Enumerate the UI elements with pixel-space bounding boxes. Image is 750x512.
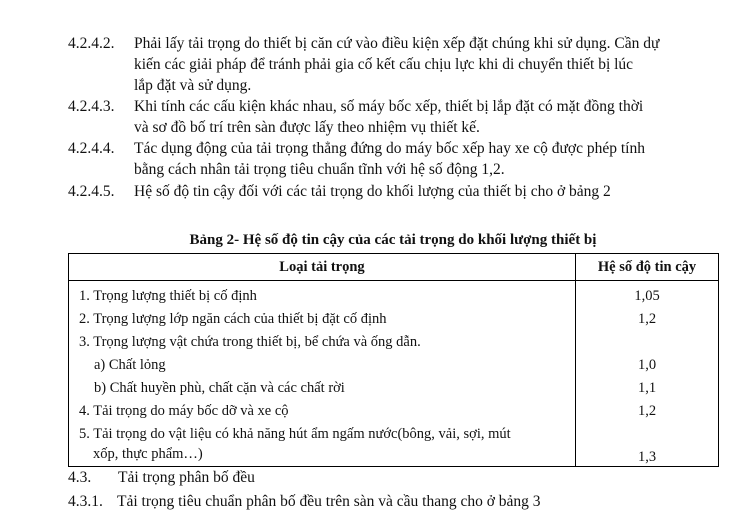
row-label: 1. Trọng lượng thiết bị cố định	[69, 281, 576, 309]
table-row	[69, 423, 719, 467]
section-number: 4.3.	[68, 469, 92, 486]
row-label: b) Chất huyền phù, chất cặn và các chất rời	[69, 377, 576, 400]
row-value	[576, 331, 719, 354]
paragraph-4-2-4-4	[68, 138, 718, 180]
row-label	[69, 423, 576, 467]
table-row	[69, 308, 719, 331]
table-row	[69, 281, 719, 309]
section-title: Tải trọng phân bố đều	[118, 469, 255, 486]
row-label: 2. Trọng lượng lớp ngăn cách của thiết bị đặt cố định	[69, 308, 576, 331]
paragraph-number: 4.2.4.2.	[68, 35, 115, 52]
paragraph-line: bằng cách nhân tải trọng tiêu chuẩn tĩnh với hệ số động 1,2.	[134, 161, 505, 178]
section-heading-4-3	[68, 467, 255, 488]
column-header-load-type: Loại tải trọng	[69, 254, 576, 281]
paragraph-number: 4.2.4.3.	[68, 98, 115, 115]
paragraph-number: 4.2.4.5.	[68, 183, 115, 200]
reliability-coefficient-table	[68, 253, 719, 467]
paragraph-number: 4.2.4.4.	[68, 140, 115, 157]
paragraph-line: lắp đặt và sử dụng.	[134, 77, 252, 94]
paragraph-line: Khi tính các cấu kiện khác nhau, số máy bốc xếp, thiết bị lắp đặt có mặt đồng thời	[134, 98, 644, 115]
paragraph-line: Phải lấy tải trọng do thiết bị căn cứ vào điều kiện xếp đặt chúng khi sử dụng. Cần dự	[134, 35, 660, 52]
paragraph-4-2-4-2	[68, 33, 718, 96]
row-label: a) Chất lỏng	[69, 354, 576, 377]
section-title: Tải trọng tiêu chuẩn phân bố đều trên sàn và cầu thang cho ở bảng 3	[117, 493, 541, 510]
row-value: 1,1	[576, 377, 719, 400]
paragraph-4-2-4-3	[68, 96, 718, 138]
row-label-line: 5. Tải trọng do vật liệu có khả năng hút ẩm ngấm nước(bông, vải, sợi, mút	[79, 426, 511, 442]
paragraph-line: kiến các giải pháp để tránh phải gia cố kết cấu chịu lực khi di chuyển thiết bị lúc	[134, 56, 634, 73]
paragraph-line: Tác dụng động của tải trọng thẳng đứng do máy bốc xếp hay xe cộ được phép tính	[134, 140, 645, 157]
table-row	[69, 331, 719, 354]
table-row	[69, 400, 719, 423]
table-header-row	[69, 254, 719, 281]
row-value: 1,2	[576, 308, 719, 331]
row-value: 1,05	[576, 281, 719, 309]
row-value: 1,2	[576, 400, 719, 423]
column-header-coefficient: Hệ số độ tin cậy	[576, 254, 719, 281]
paragraph-line: và sơ đồ bố trí trên sàn được lấy theo nhiệm vụ thiết kế.	[134, 119, 480, 136]
row-value: 1,3	[576, 423, 719, 467]
paragraph-4-2-4-5	[68, 181, 718, 202]
section-number: 4.3.1.	[68, 493, 103, 510]
table-caption: Bảng 2- Hệ số độ tin cậy của các tải trọng do khối lượng thiết bị	[189, 232, 597, 248]
table-row	[69, 377, 719, 400]
paragraph-line: Hệ số độ tin cậy đối với các tải trọng do khối lượng của thiết bị cho ở bảng 2	[134, 183, 611, 200]
row-label: 3. Trọng lượng vật chứa trong thiết bị, bể chứa và ống dẫn.	[69, 331, 576, 354]
row-label: 4. Tải trọng do máy bốc dỡ và xe cộ	[69, 400, 576, 423]
row-value: 1,0	[576, 354, 719, 377]
row-label-line: xốp, thực phẩm…)	[93, 446, 203, 462]
section-heading-4-3-1	[68, 491, 541, 512]
table-row	[69, 354, 719, 377]
